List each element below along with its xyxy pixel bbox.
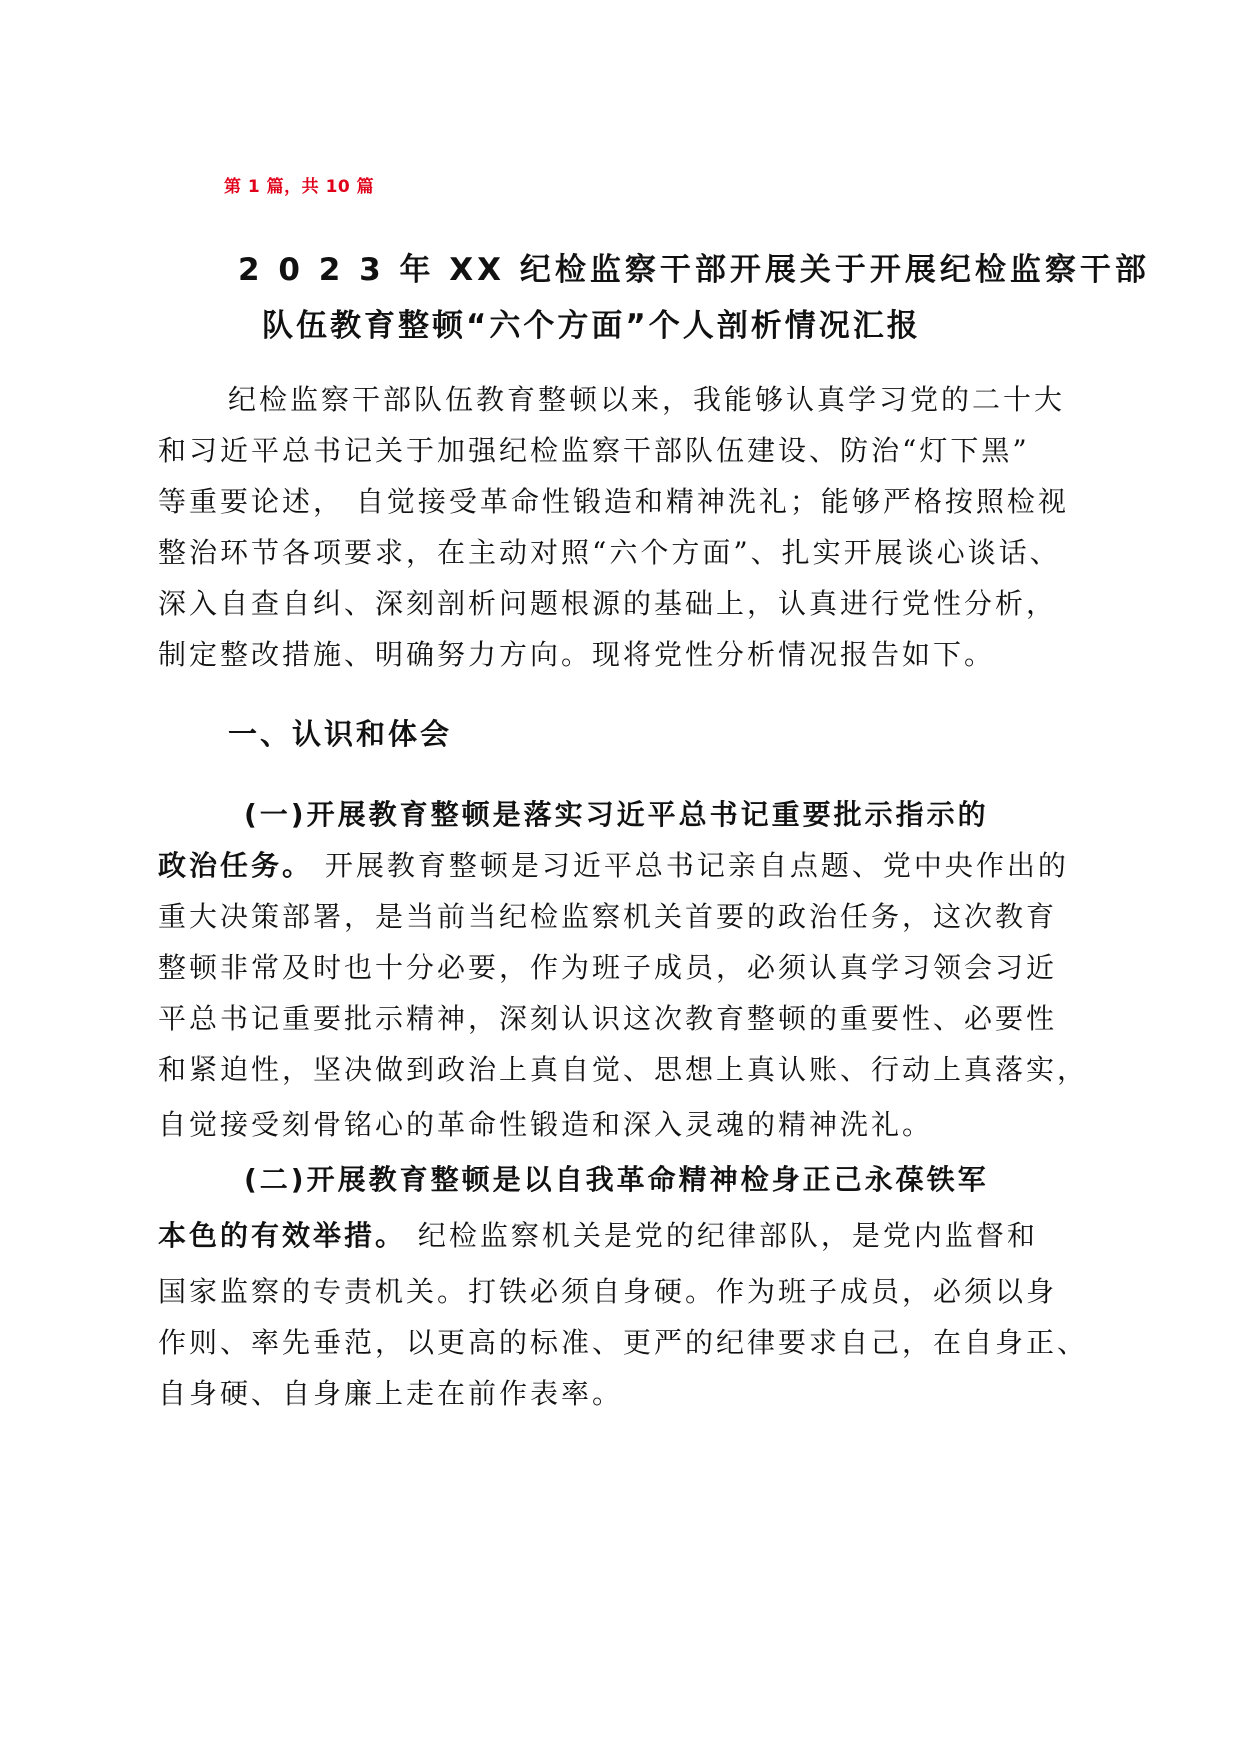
intro-line: 纪检监察干部队伍教育整顿以来，我能够认真学习党的二十大 — [228, 383, 1066, 416]
intro-line: 制定整改措施、明确努力方向。现将党性分析情况报告如下。 — [158, 638, 996, 671]
paragraph-line: 平总书记重要批示精神，深刻认识这次教育整顿的重要性、必要性 — [158, 1002, 1058, 1035]
document-title-line-1: 2 0 2 3 年 XX 纪检监察干部开展关于开展纪检监察干部 — [238, 252, 1150, 288]
subsection-heading-tail: 政治任务。 — [158, 849, 314, 882]
paragraph-line: 自觉接受刻骨铭心的革命性锻造和深入灵魂的精神洗礼。 — [158, 1108, 934, 1141]
subsection-heading-tail: 本色的有效举措。 — [158, 1219, 407, 1252]
intro-line: 整治环节各项要求，在主动对照“六个方面”、扎实开展谈心谈话、 — [158, 536, 1061, 569]
paragraph-line: 整顿非常及时也十分必要，作为班子成员，必须认真学习领会习近 — [158, 951, 1058, 984]
paragraph-line: 重大决策部署，是当前当纪检监察机关首要的政治任务，这次教育 — [158, 900, 1058, 933]
intro-line: 等重要论述， 自觉接受革命性锻造和精神洗礼；能够严格按照检视 — [158, 485, 1069, 518]
intro-line: 和习近平总书记关于加强纪检监察干部队伍建设、防治“灯下黑” — [158, 434, 1030, 467]
paragraph-line: 国家监察的专责机关。打铁必须自身硬。作为班子成员，必须以身 — [158, 1275, 1058, 1308]
section-heading: 一、认识和体会 — [228, 717, 453, 751]
paragraph-line: 和紧迫性，坚决做到政治上真自觉、思想上真认账、行动上真落实， — [158, 1053, 1089, 1086]
paragraph-text: 开展教育整顿是习近平总书记亲自点题、党中央作出的 — [313, 849, 1069, 882]
paragraph-text: 纪检监察机关是党的纪律部队，是党内监督和 — [406, 1219, 1038, 1252]
document-title-line-2: 队伍教育整顿“六个方面”个人剖析情况汇报 — [262, 308, 921, 344]
intro-line: 深入自查自纠、深刻剖析问题根源的基础上，认真进行党性分析， — [158, 587, 1058, 620]
paragraph-line: 作则、率先垂范，以更高的标准、更严的纪律要求自己，在自身正、 — [158, 1326, 1089, 1359]
subsection-heading-continued — [158, 844, 1069, 884]
subsection-heading: (二)开展教育整顿是以自我革命精神检身正己永葆铁军 — [244, 1163, 989, 1196]
page-counter: 第 1 篇，共 10 篇 — [224, 177, 375, 197]
subsection-heading-continued — [158, 1214, 1038, 1254]
subsection-heading: (一)开展教育整顿是落实习近平总书记重要批示指示的 — [244, 798, 989, 831]
paragraph-line: 自身硬、自身廉上走在前作表率。 — [158, 1377, 624, 1410]
